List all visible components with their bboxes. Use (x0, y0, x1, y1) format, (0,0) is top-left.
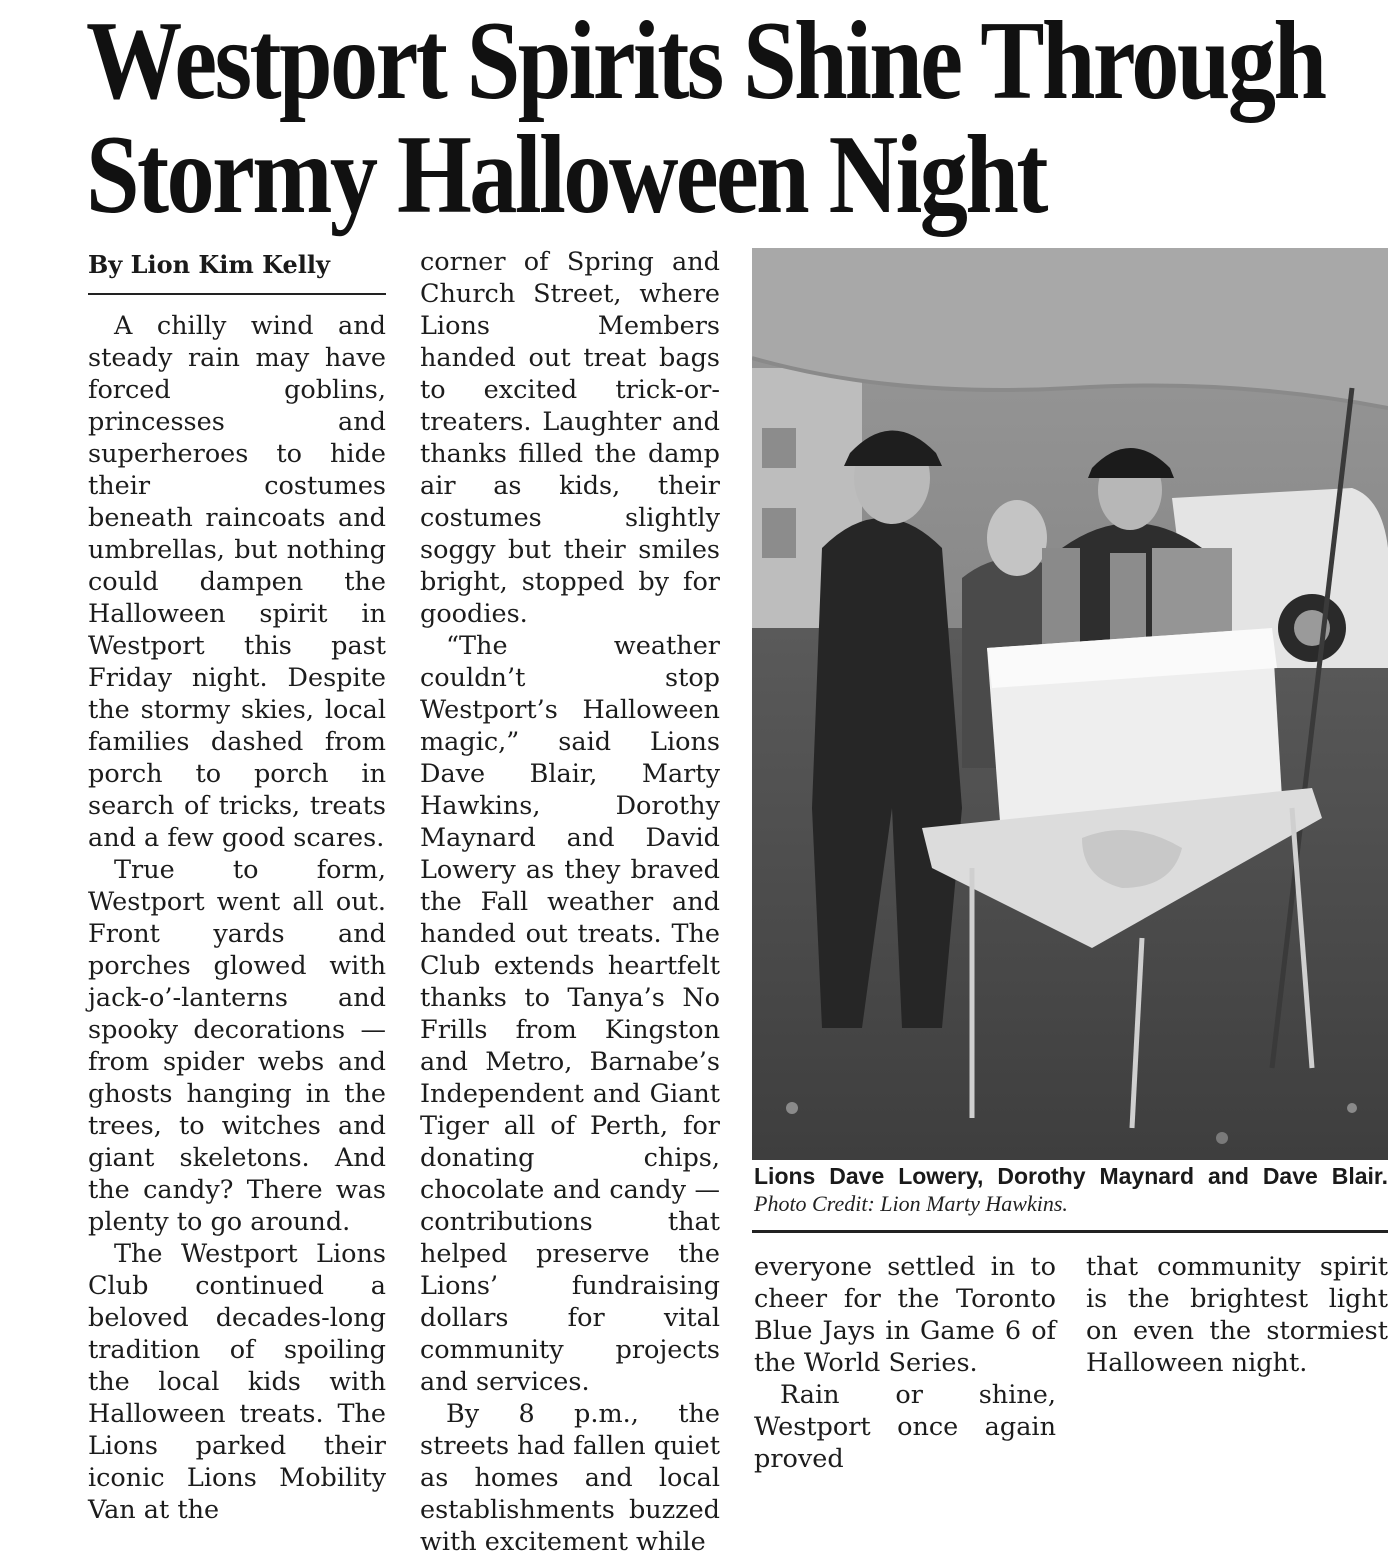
article-column-1 (88, 310, 386, 1526)
headline (86, 0, 1325, 237)
caption-names: Lions Dave Lowery, Dorothy Maynard and Dave Blair. (754, 1163, 1388, 1189)
byline: By Lion Kim Kelly (88, 250, 330, 279)
paragraph: True to form, Westport went all out. Front yards and porches glowed with jack-o’-lanterns and spooky decorations — from spider webs and ghosts hanging in the trees, to witches and giant skeletons. And the candy? There was plenty to go around. (88, 855, 386, 1237)
article-column-2 (420, 246, 720, 1558)
article-column-4 (1086, 1251, 1388, 1379)
paragraph: By 8 p.m., the streets had fallen quiet as homes and local establishments buzzed with excitement while (420, 1399, 721, 1557)
photo-caption (754, 1163, 1388, 1218)
headline-line-1: Westport Spirits Shine Through (86, 0, 1325, 123)
paragraph: Rain or shine, Westport once again proved (754, 1380, 1056, 1474)
paragraph: “The weather couldn’t stop Westport’s Halloween magic,” said Lions Dave Blair, Marty Hawkins, Dorothy Maynard and David Lowery as they braved the Fall weather and handed out treats. The Club extends heartfelt thanks to Tanya’s No Frills from Kingston and Metro, Barnabe’s Independent and Giant Tiger all of Perth, for donating chips, chocolate and candy — contributions that helped preserve the Lions’ fundraising dollars for vital community projects and services. (420, 631, 720, 1397)
photo-illustration (752, 248, 1388, 1160)
headline-line-2: Stormy Halloween Night (86, 113, 1046, 237)
photo-credit: Photo Credit: Lion Marty Hawkins. (754, 1191, 1068, 1216)
paragraph: that community spirit is the brightest light on even the stormiest Halloween night. (1086, 1252, 1388, 1378)
paragraph: The Westport Lions Club continued a beloved decades-long tradition of spoiling the local kids with Halloween treats. The Lions parked their iconic Lions Mobility Van at the (88, 1239, 386, 1525)
news-photo (752, 248, 1388, 1160)
caption-rule (752, 1230, 1388, 1233)
byline-rule (88, 293, 386, 295)
article-column-3 (754, 1251, 1056, 1475)
paragraph: corner of Spring and Church Street, where Lions Members handed out treat bags to excited trick-or-treaters. Laughter and thanks filled the damp air as kids, their costumes slightly soggy but their smiles bright, stopped by for goodies. (420, 247, 720, 629)
paragraph: everyone settled in to cheer for the Toronto Blue Jays in Game 6 of the World Series. (754, 1252, 1056, 1378)
paragraph: A chilly wind and steady rain may have forced goblins, princesses and superheroes to hide their costumes beneath raincoats and umbrellas, but nothing could dampen the Halloween spirit in Westport this past Friday night. Despite the stormy skies, local families dashed from porch to porch in search of tricks, treats and a few good scares. (88, 311, 386, 853)
